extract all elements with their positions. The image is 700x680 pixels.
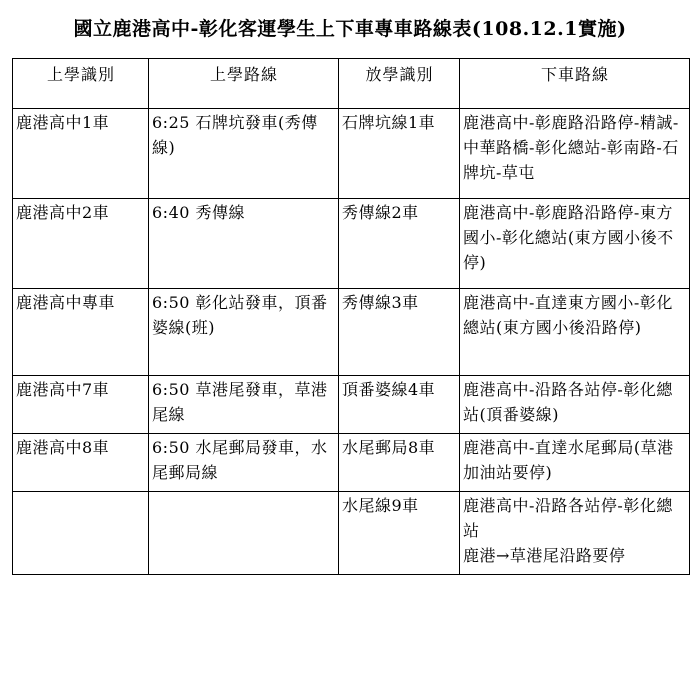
table-row (13, 199, 690, 289)
table-row (13, 289, 690, 376)
header-back-id: 放學識別 (339, 59, 460, 109)
page-title: 國立鹿港高中-彰化客運學生上下車專車路線表(108.12.1實施) (73, 18, 627, 40)
back-id-cell: 秀傳線2車 (339, 199, 460, 289)
go-route-cell: 6:25 石牌坑發車(秀傳線) (149, 109, 339, 199)
bus-route-table (12, 58, 690, 575)
go-id-cell: 鹿港高中1車 (13, 109, 149, 199)
go-route-cell (149, 492, 339, 575)
go-id-cell: 鹿港高中2車 (13, 199, 149, 289)
back-id-cell: 水尾郵局8車 (339, 434, 460, 492)
go-id-cell: 鹿港高中7車 (13, 376, 149, 434)
table-row (13, 376, 690, 434)
go-route-cell: 6:40 秀傳線 (149, 199, 339, 289)
back-route-text: 鹿港高中-沿路各站停-彰化總站 (463, 496, 673, 540)
back-id-cell: 水尾線9車 (339, 492, 460, 575)
header-row (13, 59, 690, 109)
back-route-cell: 鹿港高中-彰鹿路沿路停-東方國小-彰化總站(東方國小後不停) (460, 199, 690, 289)
back-id-cell: 石牌坑線1車 (339, 109, 460, 199)
back-route-note: 鹿港→草港尾沿路要停 (463, 546, 626, 565)
back-route-cell: 鹿港高中-直達水尾郵局(草港加油站要停) (460, 434, 690, 492)
back-id-cell: 秀傳線3車 (339, 289, 460, 376)
back-route-cell: 鹿港高中-彰鹿路沿路停-精誠-中華路橋-彰化總站-彰南路-石牌坑-草屯 (460, 109, 690, 199)
go-route-cell: 6:50 草港尾發車，草港尾線 (149, 376, 339, 434)
go-id-cell: 鹿港高中8車 (13, 434, 149, 492)
go-route-cell: 6:50 彰化站發車，頂番婆線(班) (149, 289, 339, 376)
back-route-cell: 鹿港高中-沿路各站停-彰化總站(頂番婆線) (460, 376, 690, 434)
table-row (13, 434, 690, 492)
table-row (13, 492, 690, 575)
back-id-cell: 頂番婆線4車 (339, 376, 460, 434)
back-route-cell (460, 492, 690, 575)
go-route-cell: 6:50 水尾郵局發車，水尾郵局線 (149, 434, 339, 492)
header-back-route: 下車路線 (460, 59, 690, 109)
go-id-cell: 鹿港高中專車 (13, 289, 149, 376)
header-go-route: 上學路線 (149, 59, 339, 109)
back-route-cell: 鹿港高中-直達東方國小-彰化總站(東方國小後沿路停) (460, 289, 690, 376)
go-id-cell (13, 492, 149, 575)
header-go-id: 上學識別 (13, 59, 149, 109)
table-row (13, 109, 690, 199)
